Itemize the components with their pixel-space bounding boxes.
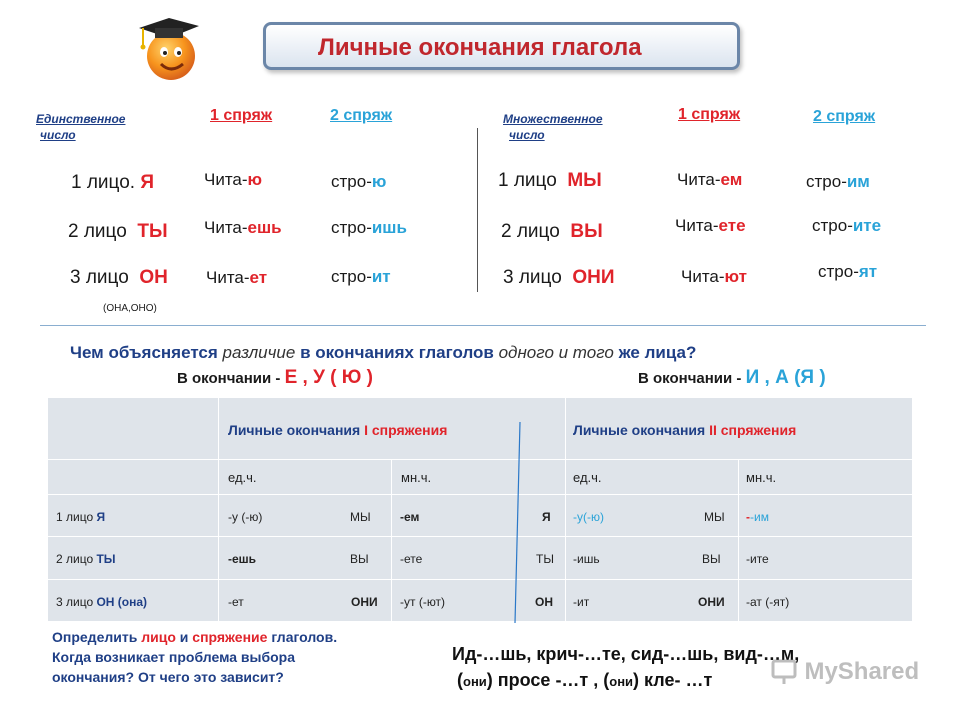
example-line-1: Ид-…шь, крич-…те, сид-…шь, вид-…м,: [452, 644, 800, 664]
table-row-3-c4: -ат (-ят): [746, 595, 790, 609]
right-row-1: 1 лицо МЫ: [498, 170, 602, 191]
table-row-3-p1: ОНИ: [351, 595, 378, 609]
table-header-conj2: Личные окончания II спряжения: [573, 422, 797, 438]
left-v2-row1: стро-ю: [331, 172, 387, 191]
right-v1-row1: Чита-ем: [677, 170, 743, 189]
singular-label: Единственное число: [36, 112, 126, 142]
title-box: [263, 22, 740, 70]
table-row-3-person: 3 лицо ОН (она): [56, 595, 148, 609]
left-v2-row3: стро-ит: [331, 267, 391, 286]
table-row-1-p2: Я: [542, 510, 551, 524]
right-row-2: 2 лицо ВЫ: [501, 221, 603, 242]
left-row-3: 3 лицо ОН: [70, 267, 168, 288]
left-v2-row2: стро-ишь: [331, 218, 407, 237]
grid-line: [738, 459, 739, 621]
left-row-1: 1 лицо. Я: [71, 172, 154, 193]
table-row-1-c3: -у(-ю): [573, 510, 604, 524]
grid-line: [48, 494, 912, 495]
table-row-3-c3: -ит: [573, 595, 590, 609]
right-v2-row1: стро-им: [806, 172, 870, 191]
table-row-1-c1: -у (-ю): [228, 510, 263, 524]
table-row-3-p3: ОНИ: [698, 595, 725, 609]
left-conj1-label: 1 спряж: [210, 107, 273, 124]
right-conj1-label: 1 спряж: [678, 106, 741, 123]
right-v2-row3: стро-ят: [818, 262, 878, 281]
left-v1-row1: Чита-ю: [204, 170, 263, 189]
table-row-2-p2: ТЫ: [536, 552, 554, 566]
grid-line: [565, 398, 566, 621]
grid-line: [48, 579, 912, 580]
subheader-sg-2: ед.ч.: [573, 470, 602, 485]
pronoun-note: (ОНА,ОНО): [103, 303, 157, 314]
table-row-2-p3: ВЫ: [702, 552, 721, 566]
subheader-pl-2: мн.ч.: [746, 470, 777, 485]
table-row-1-person: 1 лицо Я: [56, 510, 106, 524]
subheader-pl-1: мн.ч.: [401, 470, 432, 485]
right-v1-row3: Чита-ют: [681, 267, 747, 286]
presentation-icon: [770, 657, 800, 687]
graduate-mascot-icon: [133, 14, 203, 82]
table-row-3-p2: ОН: [535, 595, 553, 609]
grid-line: [391, 459, 392, 621]
answer-left: В окончании - Е , У ( Ю ): [177, 367, 373, 388]
table-row-2-c4: -ите: [746, 552, 769, 566]
table-row-1-p3: МЫ: [704, 510, 725, 524]
right-row-3: 3 лицо ОНИ: [503, 267, 615, 288]
right-conj2-label: 2 спряж: [813, 108, 876, 125]
subheader-sg-1: ед.ч.: [228, 470, 257, 485]
left-v1-row2: Чита-ешь: [204, 218, 282, 237]
table-row-2-c1: -ешь: [228, 552, 257, 566]
watermark: MyShared: [770, 657, 919, 687]
table-row-2-c2: -ете: [400, 552, 423, 566]
section-divider: [40, 325, 926, 326]
table-row-3-c1: -ет: [228, 595, 244, 609]
table-header-conj1: Личные окончания I спряжения: [228, 422, 448, 438]
grid-line: [48, 536, 912, 537]
table-row-1-c2: -ем: [400, 510, 420, 524]
block-divider: [477, 128, 478, 292]
example-line-2: (они) просе -…т , (они) кле- …т: [457, 670, 713, 690]
grid-line: [48, 459, 912, 460]
right-v2-row2: стро-ите: [812, 216, 882, 235]
table-row-3-c2: -ут (-ют): [400, 595, 446, 609]
table-row-2-p1: ВЫ: [350, 552, 369, 566]
endings-table: [48, 398, 912, 621]
right-v1-row2: Чита-ете: [675, 216, 746, 235]
table-accent-line: [510, 420, 524, 625]
question-line: Чем объясняется различие в окончаниях глаголов одного и того же лица?: [70, 343, 697, 362]
grid-line: [218, 398, 219, 621]
table-row-2-person: 2 лицо ТЫ: [56, 552, 116, 566]
task-text: Определить лицо и спряжение глаголов. Когда возникает проблема выбора окончания? От чего это зависит?: [52, 629, 338, 685]
answer-right: В окончании - И , А (Я ): [638, 367, 826, 388]
left-row-2: 2 лицо ТЫ: [68, 221, 168, 242]
plural-label: Множественное число: [503, 112, 603, 142]
page-title: Личные окончания глагола: [318, 34, 642, 61]
table-row-1-p1: МЫ: [350, 510, 371, 524]
table-row-1-c4: --им: [746, 510, 769, 524]
table-row-2-c3: -ишь: [573, 552, 600, 566]
left-conj2-label: 2 спряж: [330, 107, 393, 124]
left-v1-row3: Чита-ет: [206, 268, 268, 287]
